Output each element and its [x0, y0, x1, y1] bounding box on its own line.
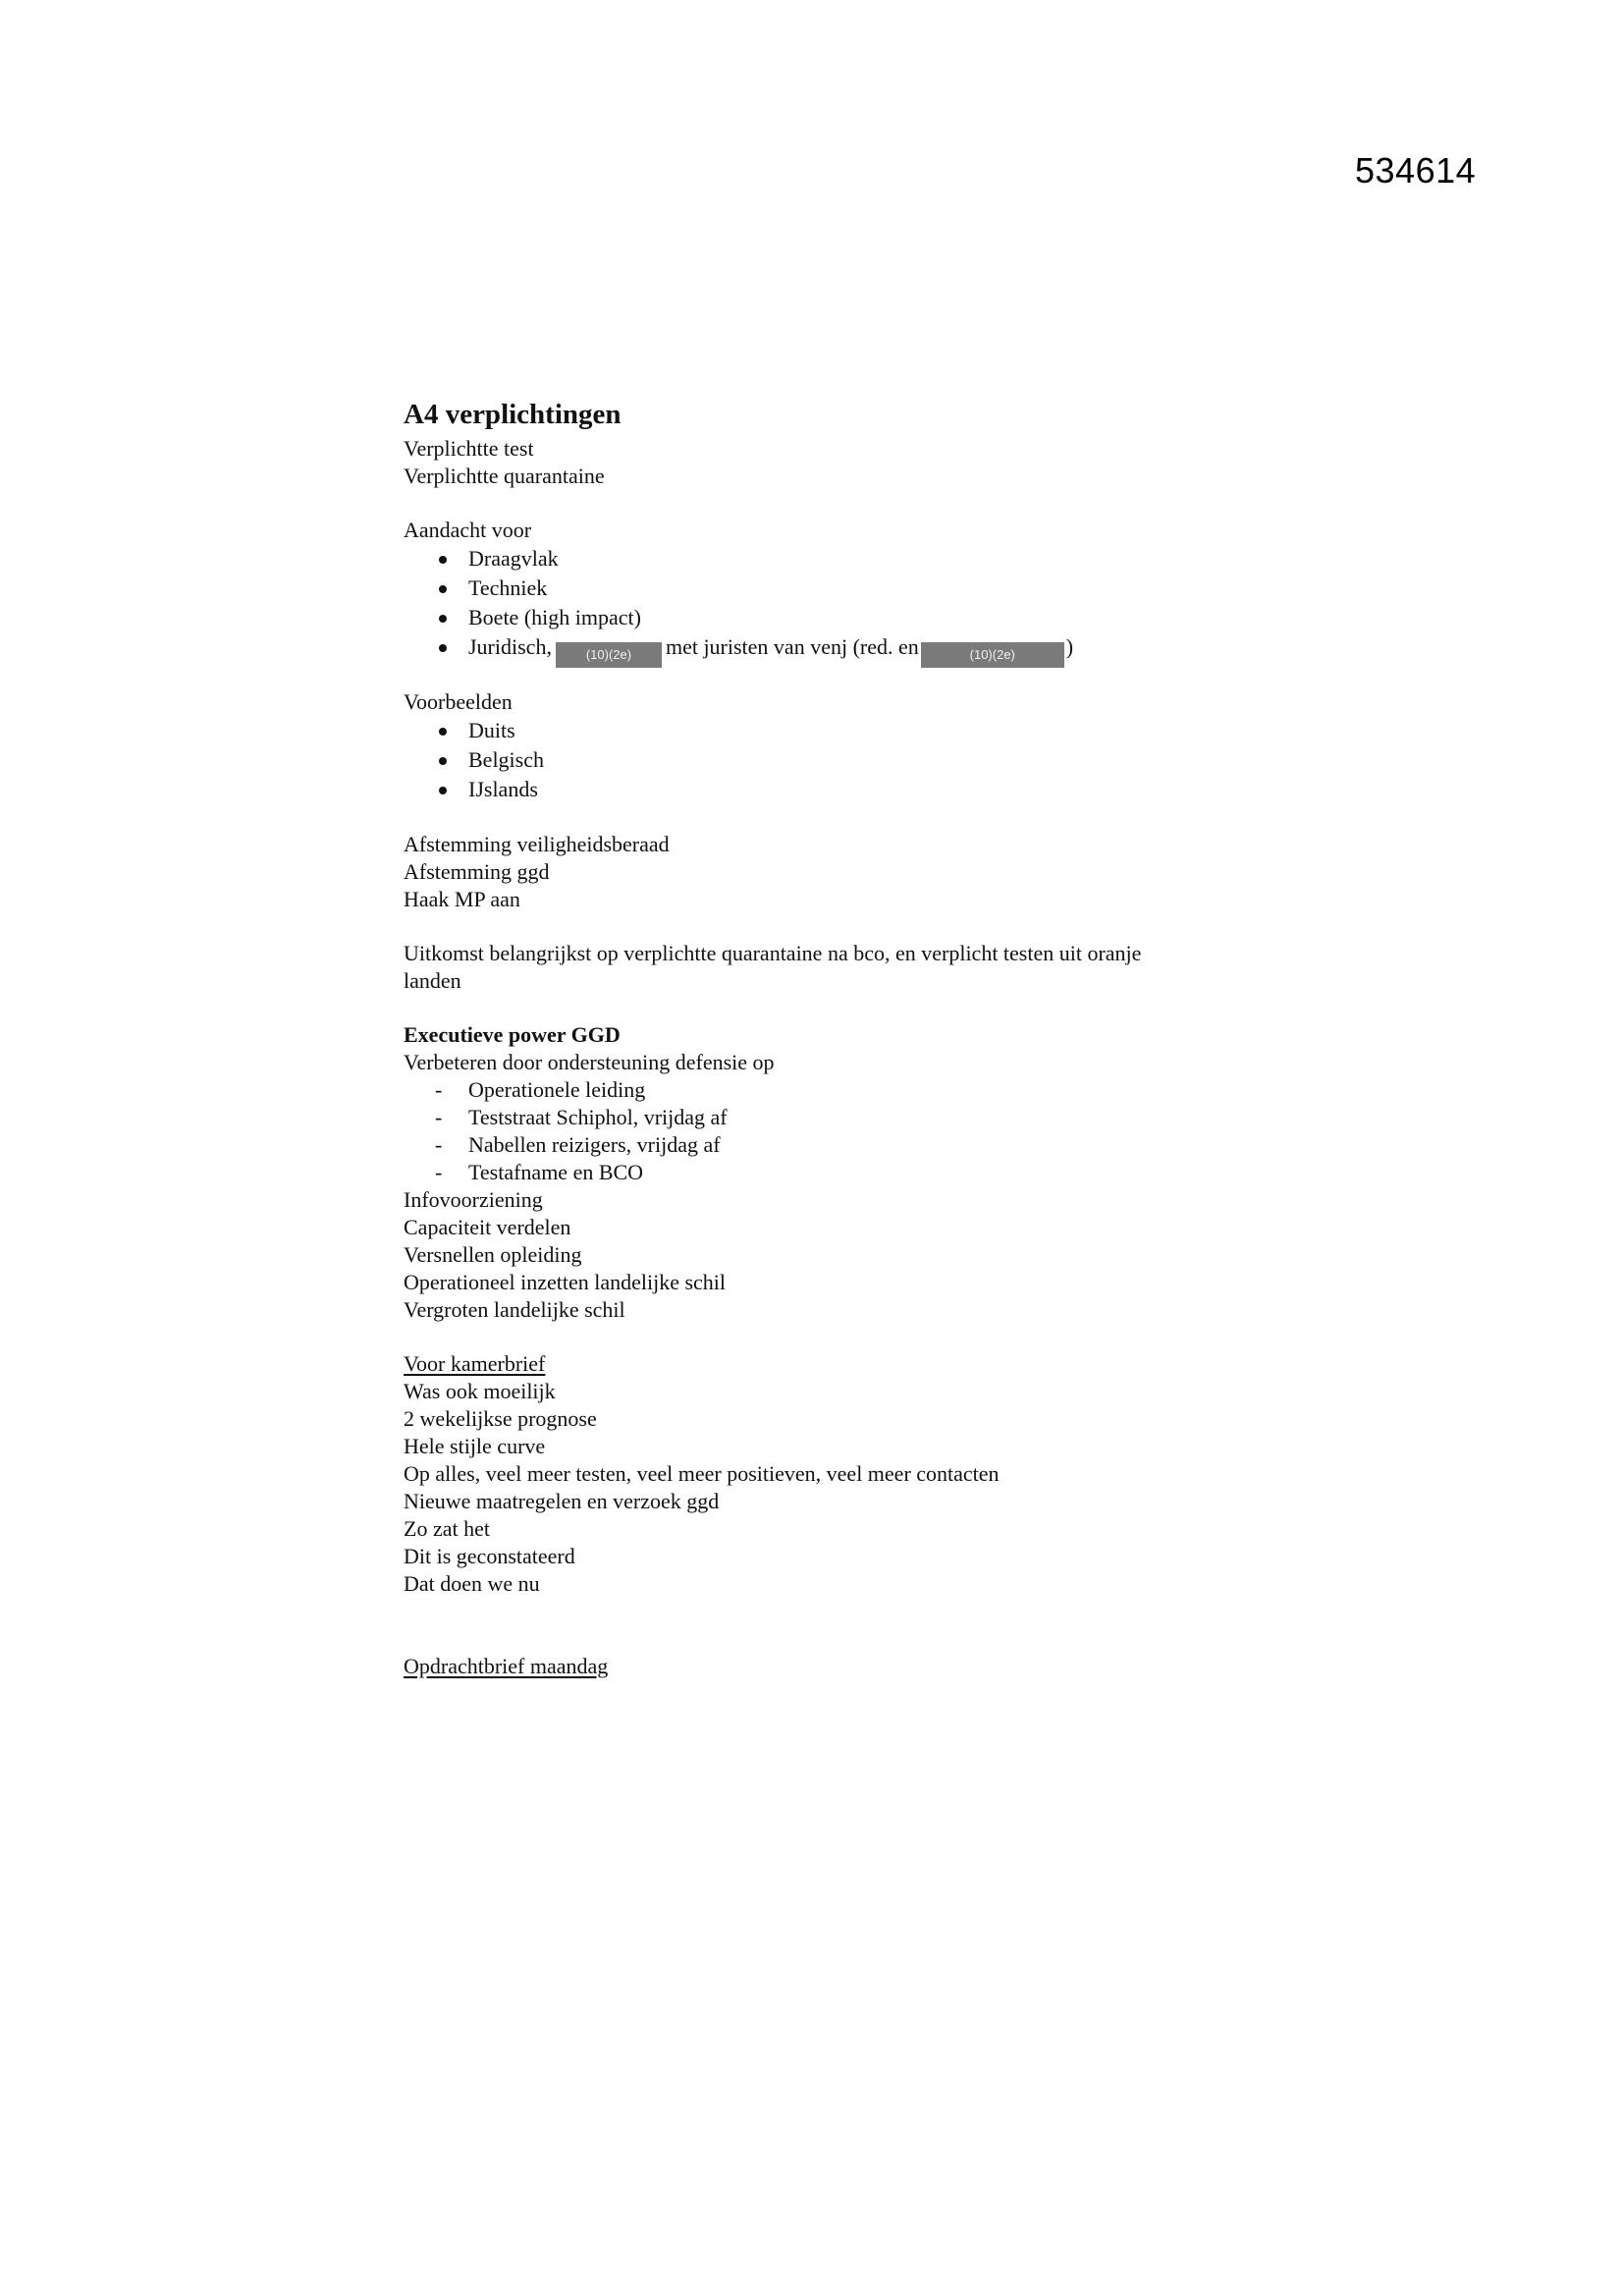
list-item: Belgisch — [404, 745, 1287, 775]
executive-line: Versnellen opleiding — [404, 1242, 582, 1267]
executive-intro: Verbeteren door ondersteuning defensie op — [404, 1050, 775, 1074]
kamerbrief-line: Op alles, veel meer testen, veel meer positieven, veel meer contacten — [404, 1461, 1000, 1486]
list-item: Duits — [404, 716, 1287, 745]
bullet-icon — [439, 757, 447, 765]
executive-line: Capaciteit verdelen — [404, 1215, 571, 1239]
list-item: - Testafname en BCO — [435, 1160, 644, 1184]
obligation-line: Verplichtte quarantaine — [404, 464, 605, 488]
kamerbrief-line: Dat doen we nu — [404, 1571, 540, 1596]
kamerbrief-line: Dit is geconstateerd — [404, 1544, 575, 1568]
alignment-line: Afstemming ggd — [404, 859, 550, 884]
executive-line: Infovoorziening — [404, 1187, 543, 1212]
list-item: - Teststraat Schiphol, vrijdag af — [435, 1105, 728, 1129]
kamerbrief-line: 2 wekelijkse prognose — [404, 1406, 597, 1431]
executive-heading: Executieve power GGD — [404, 1022, 621, 1047]
bullet-icon — [439, 615, 447, 623]
list-item: - Operationele leiding — [435, 1077, 646, 1102]
attention-heading: Aandacht voor — [404, 518, 532, 542]
bullet-icon — [439, 556, 447, 564]
outcome-line: Uitkomst belangrijkst op verplichtte quarantaine na bco, en verplicht testen uit oranje — [404, 941, 1142, 965]
bullet-icon — [439, 728, 447, 736]
bullet-icon — [439, 644, 447, 652]
executive-line: Vergroten landelijke schil — [404, 1297, 625, 1322]
examples-heading: Voorbeelden — [404, 689, 513, 714]
kamerbrief-line: Zo zat het — [404, 1516, 490, 1541]
list-item-legal: Juridisch, (10)(2e) met juristen van venj (red. en (10)(2e) ) — [404, 632, 1287, 662]
list-item: IJslands — [404, 775, 1287, 804]
attention-list — [404, 544, 1287, 662]
dash-icon: - — [435, 1077, 443, 1102]
dash-icon: - — [435, 1132, 443, 1157]
kamerbrief-line: Nieuwe maatregelen en verzoek ggd — [404, 1489, 720, 1513]
list-item: Boete (high impact) — [404, 603, 1287, 632]
dash-icon: - — [435, 1105, 443, 1129]
obligation-line: Verplichtte test — [404, 436, 534, 461]
alignment-line: Afstemming veiligheidsberaad — [404, 832, 670, 856]
dash-icon: - — [435, 1160, 443, 1184]
executive-dash-list — [404, 1076, 1287, 1186]
examples-list — [404, 716, 1287, 804]
document-id: 534614 — [1355, 150, 1477, 191]
outcome-line: landen — [404, 968, 461, 993]
redaction-box: (10)(2e) — [556, 642, 662, 668]
opdrachtbrief-heading: Opdrachtbrief maandag — [404, 1654, 609, 1678]
kamerbrief-heading: Voor kamerbrief — [404, 1351, 546, 1376]
bullet-icon — [439, 787, 447, 794]
redaction-box: (10)(2e) — [921, 642, 1064, 668]
kamerbrief-line: Hele stijle curve — [404, 1434, 546, 1458]
alignment-line: Haak MP aan — [404, 887, 520, 911]
kamerbrief-line: Was ook moeilijk — [404, 1379, 556, 1403]
executive-line: Operationeel inzetten landelijke schil — [404, 1270, 727, 1294]
list-item: - Nabellen reizigers, vrijdag af — [435, 1132, 721, 1157]
bullet-icon — [439, 585, 447, 593]
list-item: Draagvlak — [404, 544, 1287, 574]
document-body — [404, 398, 1287, 1680]
list-item: Techniek — [404, 574, 1287, 603]
document-title: A4 verplichtingen — [404, 399, 622, 430]
